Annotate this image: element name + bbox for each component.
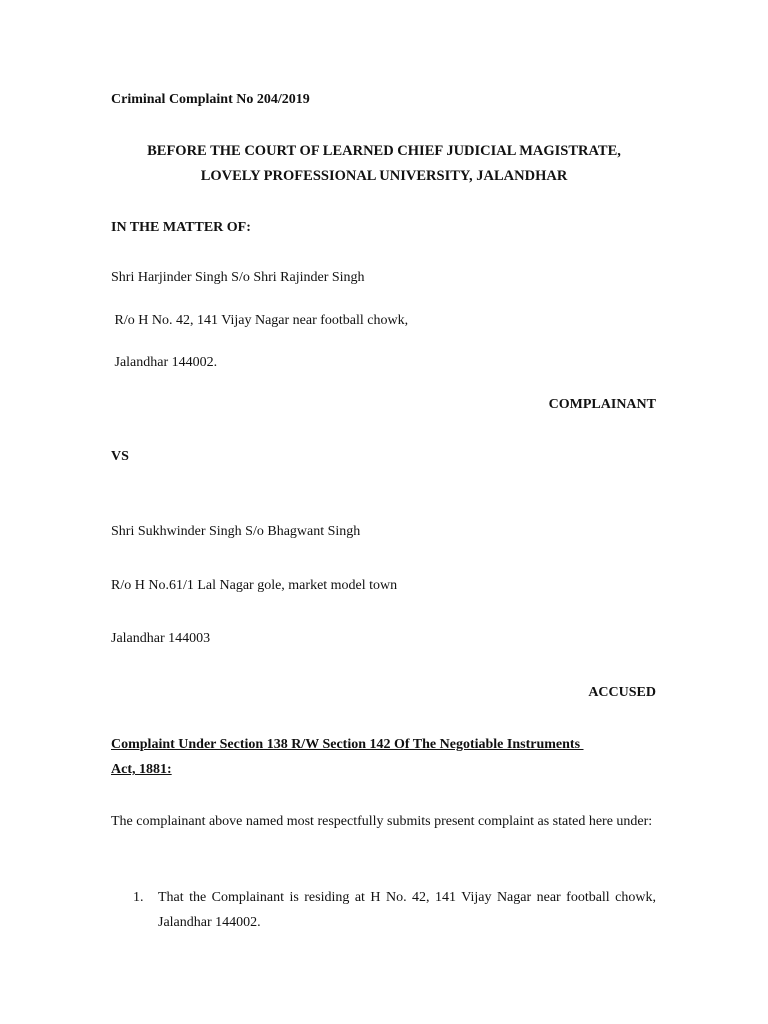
versus-label: VS: [111, 449, 129, 464]
list-item-text: That the Complainant is residing at H No. 42, 141 Vijay Nagar near football chowk, Jalandhar 144002.: [158, 890, 656, 930]
complainant-role: COMPLAINANT: [548, 397, 656, 412]
list-item-number: 1.: [133, 890, 144, 905]
accused-role: ACCUSED: [588, 685, 656, 700]
accused-address-line-2: Jalandhar 144003: [111, 631, 211, 646]
intro-paragraph: The complainant above named most respectfully submits present complaint as stated here under:: [111, 814, 653, 829]
complainant-name: Shri Harjinder Singh S/o Shri Rajinder Singh: [111, 270, 365, 285]
court-heading-line-1: BEFORE THE COURT OF LEARNED CHIEF JUDICIAL MAGISTRATE,: [147, 143, 621, 159]
section-heading-line-1: Complaint Under Section 138 R/W Section 142 Of The Negotiable Instruments: [111, 737, 584, 752]
section-heading-line-2: Act, 1881:: [111, 762, 172, 777]
accused-name: Shri Sukhwinder Singh S/o Bhagwant Singh: [111, 524, 361, 539]
complaint-number: Criminal Complaint No 204/2019: [111, 92, 310, 107]
complainant-address-line-1: R/o H No. 42, 141 Vijay Nagar near football chowk,: [111, 313, 409, 328]
complainant-address-line-2: Jalandhar 144002.: [111, 355, 218, 370]
court-heading-line-2: LOVELY PROFESSIONAL UNIVERSITY, JALANDHAR: [200, 168, 568, 184]
matter-heading: IN THE MATTER OF:: [111, 220, 251, 235]
accused-address-line-1: R/o H No.61/1 Lal Nagar gole, market model town: [111, 578, 398, 593]
